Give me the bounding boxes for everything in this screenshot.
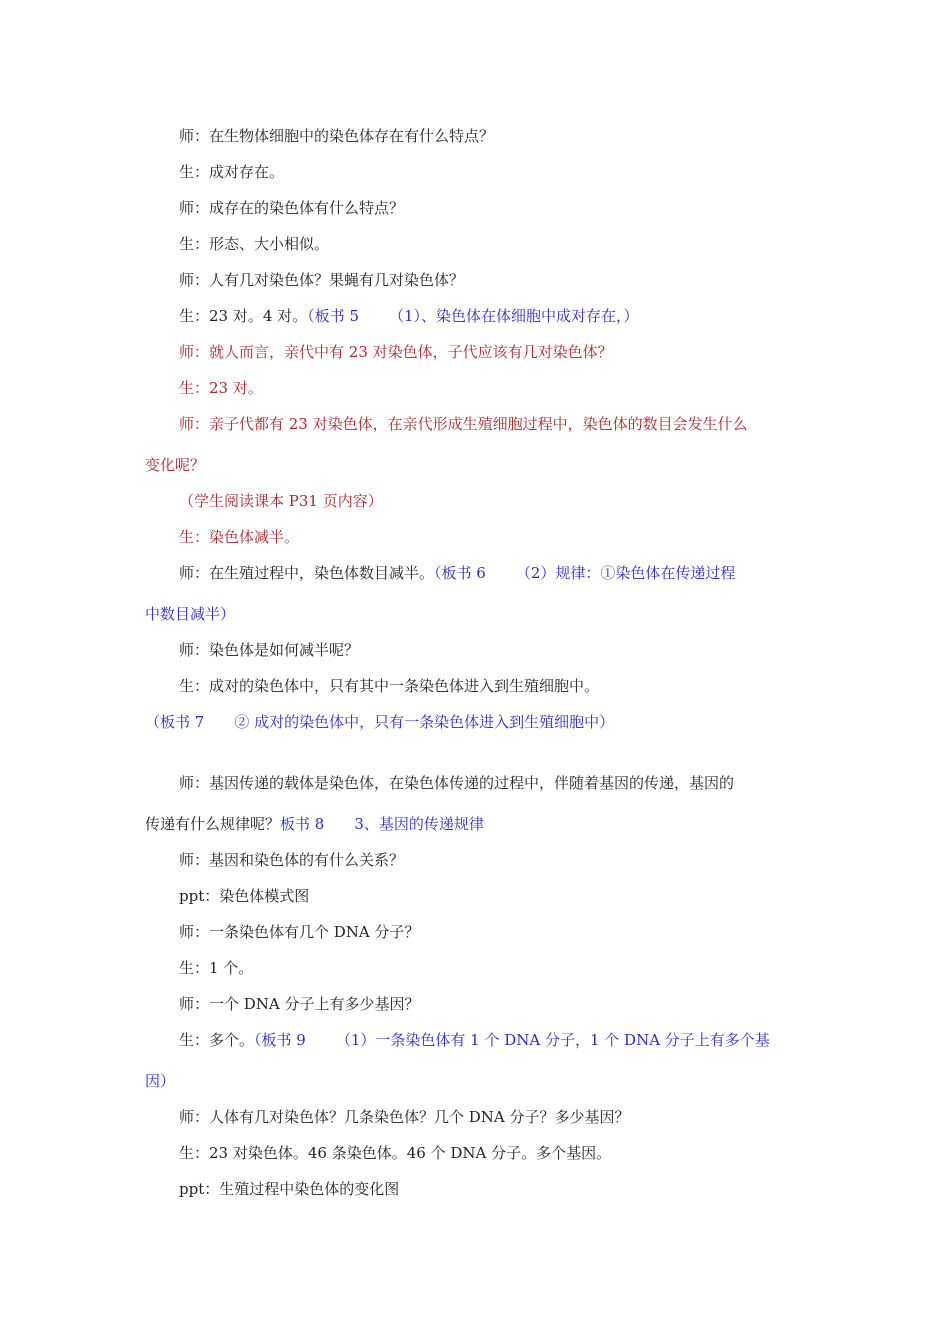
dialogue-line: 师：人体有几对染色体？几条染色体？几个 DNA 分子？多少基因？ xyxy=(179,1108,630,1126)
dialogue-line: 生：染色体减半。 xyxy=(179,528,300,546)
dialogue-line: 师：一条染色体有几个 DNA 分子？ xyxy=(179,923,420,941)
dialogue-line: 师：基因和染色体的有什么关系？ xyxy=(179,851,405,869)
board-note: 因） xyxy=(145,1072,176,1090)
dialogue-line: 传递有什么规律呢？板书 8 3、基因的传递规律 xyxy=(145,815,484,833)
dialogue-line: 师：就人而言，亲代中有 23 对染色体，子代应该有几对染色体？ xyxy=(179,343,613,361)
dialogue-line: 生：1 个。 xyxy=(179,959,254,977)
dialogue-line: 师：染色体是如何减半呢？ xyxy=(179,641,360,659)
dialogue-line: 师：亲子代都有 23 对染色体，在亲代形成生殖细胞过程中，染色体的数目会发生什么 xyxy=(179,415,748,433)
board-note: （1）、染色体在体细胞中成对存在，） xyxy=(388,307,639,325)
dialogue-line: ppt：生殖过程中染色体的变化图 xyxy=(179,1180,400,1198)
dialogue-line: 生：形态、大小相似。 xyxy=(179,235,330,253)
board-note: （板书 7 ② 成对的染色体中，只有一条染色体进入到生殖细胞中） xyxy=(145,713,615,731)
board-note: （板书 5 xyxy=(307,307,359,325)
board-note: （板书 6 xyxy=(434,564,486,582)
dialogue-line: 生：成对存在。 xyxy=(179,163,285,181)
dialogue-line: 师：成存在的染色体有什么特点？ xyxy=(179,199,405,217)
dialogue-line: ppt：染色体模式图 xyxy=(179,887,310,905)
board-note: （2）规律：①染色体在传递过程 xyxy=(515,564,736,582)
board-note: 3、基因的传递规律 xyxy=(354,815,484,833)
dialogue-line: 师：在生物体细胞中的染色体存在有什么特点？ xyxy=(179,127,495,145)
dialogue-line: 师：在生殖过程中，染色体数目减半。（板书 6 （2）规律：①染色体在传递过程 xyxy=(179,564,736,582)
dialogue-line: 生：23 对染色体。46 条染色体。46 个 DNA 分子。多个基因。 xyxy=(179,1144,612,1162)
dialogue-line: 师：一个 DNA 分子上有多少基因？ xyxy=(179,995,420,1013)
board-note: （板书 9 xyxy=(254,1031,306,1049)
dialogue-line: 生：23 对。 xyxy=(179,379,263,397)
stage-note: （学生阅读课本 P31 页内容） xyxy=(179,492,383,510)
dialogue-line: 变化呢？ xyxy=(145,456,206,474)
dialogue-line: 师：基因传递的载体是染色体，在染色体传递的过程中，伴随着基因的传递，基因的 xyxy=(179,774,735,792)
dialogue-line: 生：多个。（板书 9 （1）一条染色体有 1 个 DNA 分子，1 个 DNA 分子上有多个基 xyxy=(179,1031,770,1049)
board-note: 中数目减半） xyxy=(145,605,236,623)
board-note: （1）一条染色体有 1 个 DNA 分子，1 个 DNA 分子上有多个基 xyxy=(335,1031,770,1049)
dialogue-line: 生：23 对。4 对。（板书 5 （1）、染色体在体细胞中成对存在，） xyxy=(179,307,639,325)
board-note: 板书 8 xyxy=(280,815,325,833)
dialogue-line: 师：人有几对染色体？果蝇有几对染色体？ xyxy=(179,271,465,289)
dialogue-line: 生：成对的染色体中，只有其中一条染色体进入到生殖细胞中。 xyxy=(179,677,600,695)
